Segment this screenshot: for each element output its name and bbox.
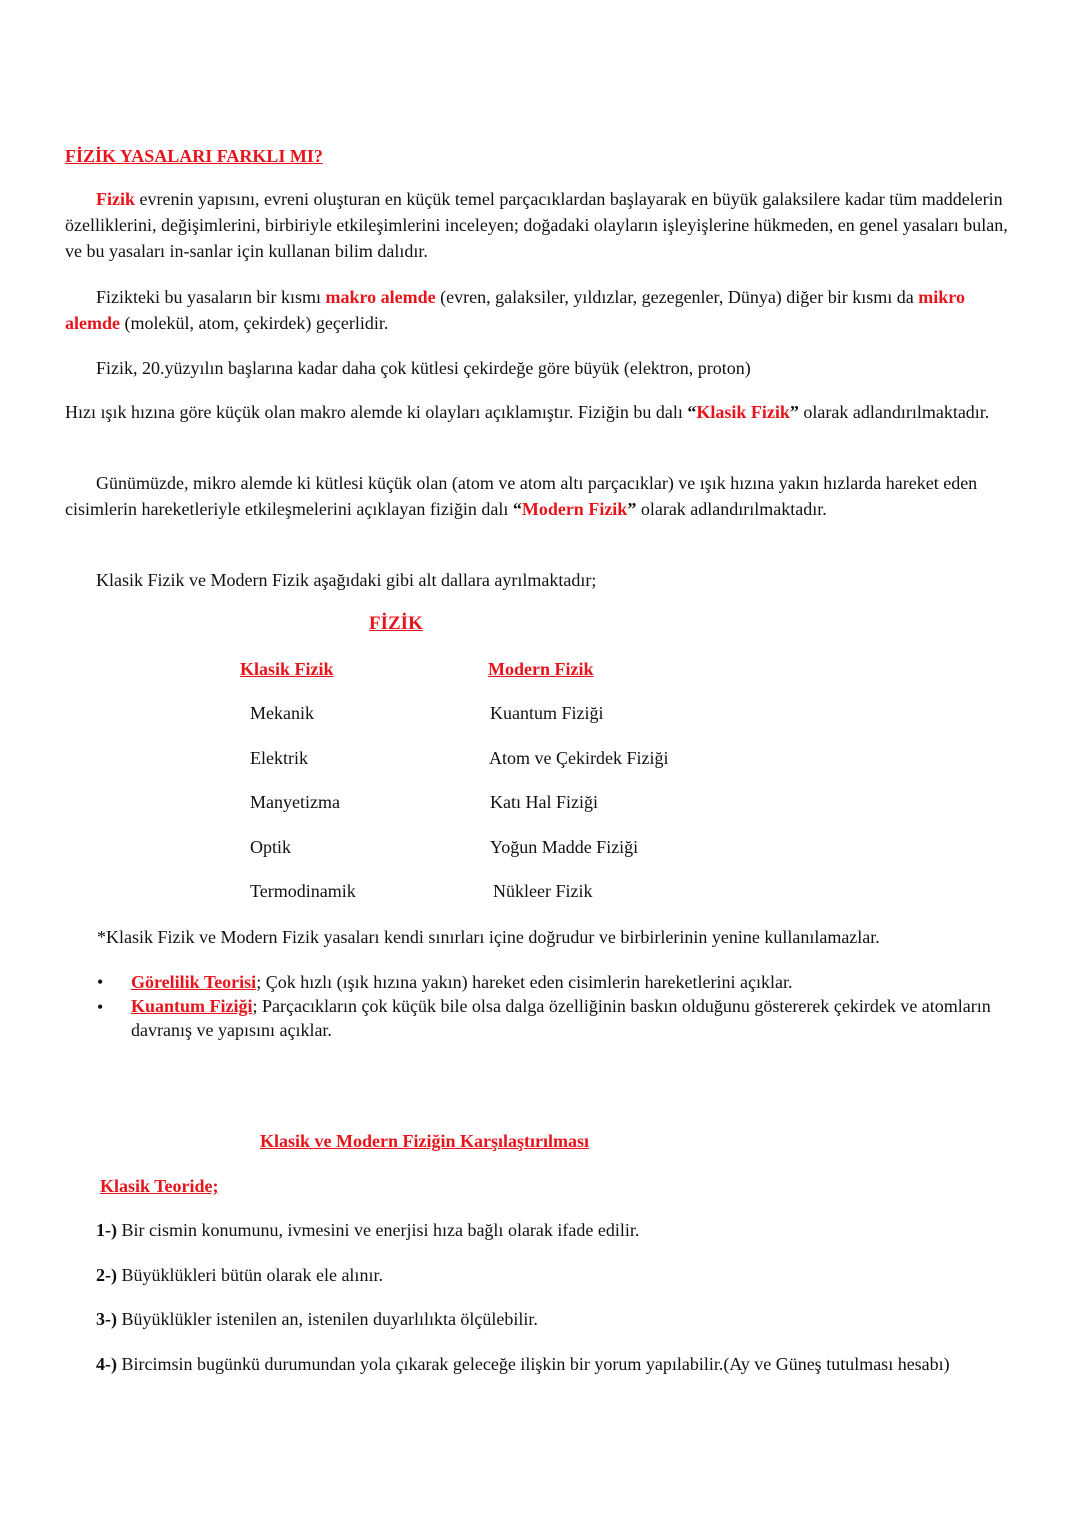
comparison-item (96, 1217, 1021, 1243)
footnote: *Klasik Fizik ve Modern Fizik yasaları kendi sınırları içine doğrudur ve birbirlerinin yenine kullanılamazlar. (97, 927, 880, 947)
paragraph-modern-physics (65, 470, 1020, 522)
item-text: Bir cismin konumunu, ivmesini ve enerjisi hıza bağlı olarak ifade edilir. (117, 1220, 640, 1240)
paragraph-physics-definition (65, 186, 1020, 264)
classic-branch-item: Optik (250, 837, 292, 857)
modern-branch-item: Kuantum Fiziği (490, 703, 604, 723)
classic-theory-subheading: Klasik Teoride; (100, 1176, 219, 1196)
highlight-fizik: Fizik (96, 189, 135, 209)
classic-branch-item: Termodinamik (250, 881, 356, 901)
bullet-list-item (97, 994, 1022, 1042)
classic-branch-item: Mekanik (250, 703, 314, 723)
paragraph-text: evrenin yapısını, evreni oluşturan en küçük temel parçacıklardan başlayarak en büyük galaksilere kadar tüm maddelerin özelliklerini, değişimlerini, birbiriyle etkileşimlerini inceleyen; doğadaki olayların işleyişlerine hükmeden, en genel yasaları bulan, ve bu yasaları in-sanlar için kullanan bilim dalıdır. (65, 189, 1008, 261)
quote-mark: ” (627, 499, 637, 519)
classic-physics-heading: Klasik Fizik (240, 659, 334, 679)
comparison-heading: Klasik ve Modern Fiziğin Karşılaştırılması (260, 1131, 589, 1151)
classic-branch-item: Elektrik (250, 748, 308, 768)
modern-physics-heading: Modern Fizik (488, 659, 594, 679)
item-number: 1-) (96, 1220, 117, 1240)
bullet-icon: • (97, 972, 104, 992)
modern-branch-item: Yoğun Madde Fiziği (490, 837, 639, 857)
paragraph-macro-micro (65, 284, 1020, 336)
quote-mark: “ (687, 402, 697, 422)
paragraph-text: olarak adlandırılmaktadır. (798, 402, 990, 422)
quote-mark: ” (789, 402, 799, 422)
item-text: Bircimsin bugünkü durumundan yola çıkarak geleceğe ilişkin bir yorum yapılabilir.(Ay ve Güneş tutulması hesabı) (117, 1354, 950, 1374)
modern-branch-item: Katı Hal Fiziği (490, 792, 598, 812)
term-kuantum-fizigi: Kuantum Fiziği (131, 996, 253, 1016)
paragraph-text: Hızı ışık hızına göre küçük olan makro alemde ki olayları açıklamıştır. Fiziğin bu dalı (65, 402, 688, 422)
quote-mark: “ (512, 499, 522, 519)
paragraph-subbranches-intro: Klasik Fizik ve Modern Fizik aşağıdaki gibi alt dallara ayrılmaktadır; (96, 570, 597, 590)
highlight-makro-alem: makro alemde (325, 287, 436, 307)
comparison-item (65, 1351, 1020, 1377)
bullet-list-item (97, 969, 1022, 995)
highlight-klasik-fizik: Klasik Fizik (696, 402, 790, 422)
page-title: FİZİK YASALARI FARKLI MI? (65, 146, 323, 166)
item-number: 2-) (96, 1265, 117, 1285)
highlight-modern-fizik: Modern Fizik (521, 499, 628, 519)
bullet-text: ; Parçacıkların çok küçük bile olsa dalga özelliğinin baskın olduğunu göstererek çekirdek ve atomların davranış ve yapısını açıklar. (131, 996, 991, 1040)
highlight-mikro-alem: mikro alemde (65, 287, 965, 333)
paragraph-20th-century: Fizik, 20.yüzyılın başlarına kadar daha çok kütlesi çekirdeğe göre büyük (elektron, proton) (96, 358, 751, 378)
comparison-item (96, 1306, 1021, 1332)
bullet-text: ; Çok hızlı (ışık hızına yakın) hareket eden cisimlerin hareketlerini açıklar. (256, 972, 793, 992)
item-text: Büyüklükleri bütün olarak ele alınır. (117, 1265, 383, 1285)
comparison-item (96, 1262, 1021, 1288)
item-text: Büyüklükler istenilen an, istenilen duyarlılıkta ölçülebilir. (117, 1309, 538, 1329)
paragraph-text: Fizikteki bu yasaların bir kısmı (96, 287, 326, 307)
classic-branch-item: Manyetizma (250, 792, 340, 812)
paragraph-text: Günümüzde, mikro alemde ki kütlesi küçük olan (atom ve atom altı parçacıklar) ve ışık hızına yakın hızlarda hareket eden cisimlerin hareketleriyle etkileşmelerini açıklayan fiziğin dalı (65, 473, 978, 519)
paragraph-text: olarak adlandırılmaktadır. (636, 499, 827, 519)
bullet-icon: • (97, 997, 104, 1017)
tree-root-title: FİZİK (369, 613, 423, 634)
modern-branch-item: Nükleer Fizik (493, 881, 593, 901)
paragraph-text: (evren, galaksiler, yıldızlar, gezegenler, Dünya) diğer bir kısmı da (435, 287, 919, 307)
paragraph-classic-physics (65, 399, 1020, 425)
modern-branch-item: Atom ve Çekirdek Fiziği (489, 748, 669, 768)
term-gorelilik-teorisi: Görelilik Teorisi (131, 972, 257, 992)
paragraph-text: (molekül, atom, çekirdek) geçerlidir. (119, 313, 389, 333)
item-number: 4-) (96, 1354, 117, 1374)
item-number: 3-) (96, 1309, 117, 1329)
